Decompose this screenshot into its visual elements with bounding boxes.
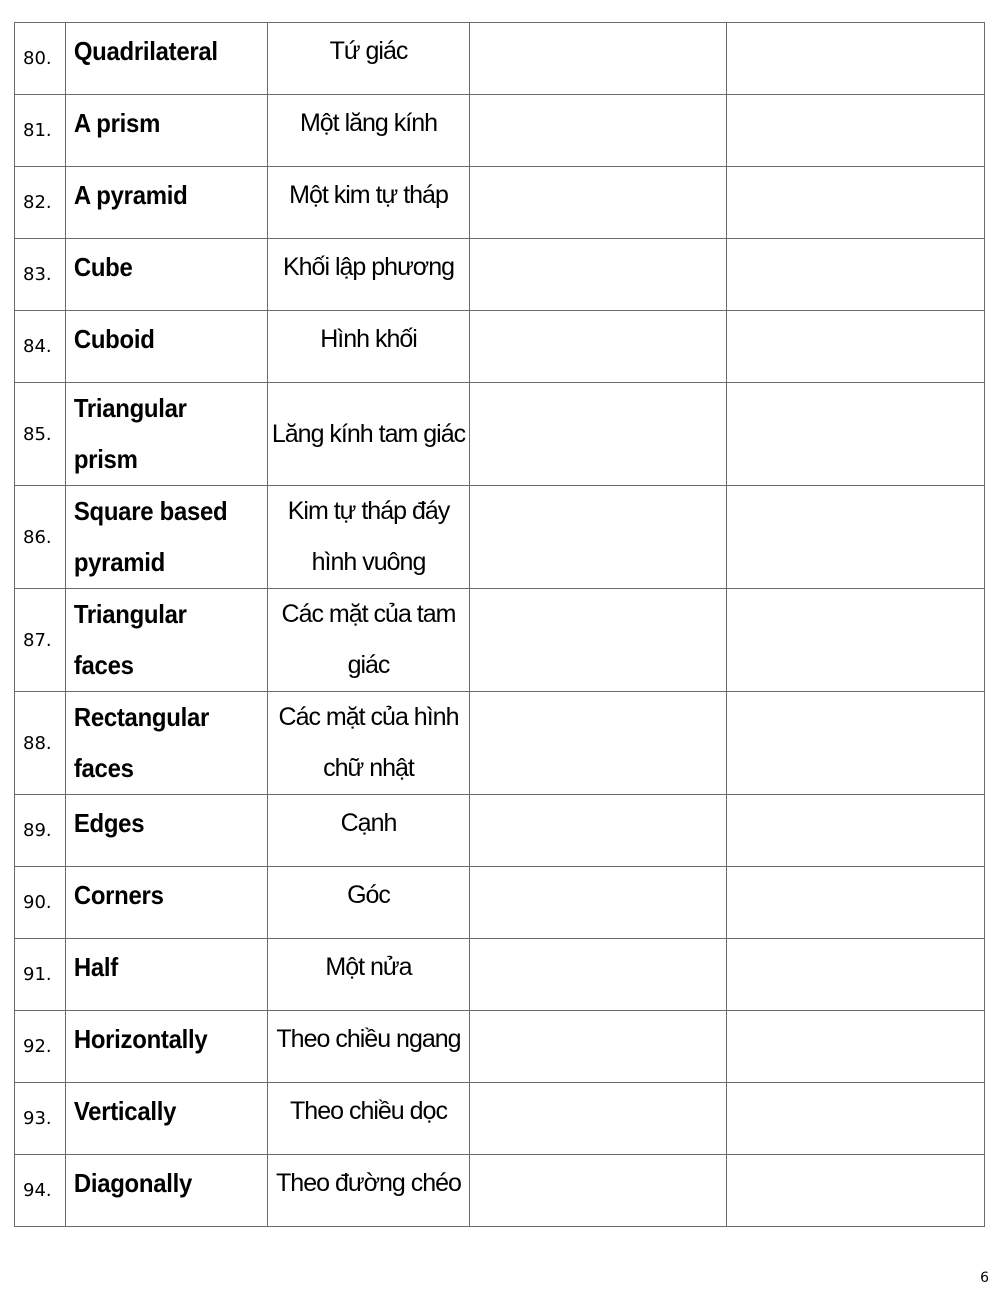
row-number: 88. (15, 692, 66, 795)
translation-cell (268, 95, 470, 167)
blank-cell (470, 486, 727, 589)
translation-text: Góc (347, 881, 390, 909)
blank-cell (727, 939, 985, 1011)
blank-cell (727, 589, 985, 692)
term-text: Square based pyramid (73, 496, 227, 577)
table-row (15, 692, 985, 795)
row-number: 85. (15, 383, 66, 486)
blank-cell (727, 692, 985, 795)
page-number: 6 (980, 1270, 989, 1286)
term-text: Cuboid (73, 324, 155, 354)
row-number: 91. (15, 939, 66, 1011)
translation-text: Một lăng kính (299, 109, 438, 137)
table-row (15, 95, 985, 167)
blank-cell (727, 95, 985, 167)
table-row (15, 486, 985, 589)
blank-cell (727, 239, 985, 311)
blank-cell (470, 383, 727, 486)
term-cell (66, 795, 252, 867)
translation-cell (268, 239, 470, 311)
term-cell (66, 1155, 252, 1227)
blank-cell (470, 867, 727, 939)
translation-cell (268, 167, 470, 239)
translation-cell (268, 795, 470, 867)
term-cell (66, 692, 252, 795)
translation-text: Một nửa (325, 953, 412, 981)
term-cell (66, 239, 252, 311)
blank-cell (727, 486, 985, 589)
blank-cell (470, 23, 727, 95)
translation-text: Theo chiều dọc (290, 1097, 447, 1125)
table-row (15, 167, 985, 239)
blank-cell (727, 23, 985, 95)
blank-cell (470, 1011, 727, 1083)
term-text: Edges (73, 808, 144, 838)
term-text: Half (73, 952, 118, 982)
row-number: 87. (15, 589, 66, 692)
translation-cell (268, 939, 470, 1011)
term-text: Triangular faces (73, 599, 187, 680)
translation-cell (268, 692, 470, 795)
translation-text: Các mặt của tam giác (281, 600, 456, 679)
table-row (15, 23, 985, 95)
blank-cell (470, 167, 727, 239)
term-text: Cube (73, 252, 133, 282)
translation-cell (268, 1011, 470, 1083)
table-row (15, 795, 985, 867)
translation-text: Một kim tự tháp (289, 181, 448, 209)
blank-cell (470, 939, 727, 1011)
table-row (15, 311, 985, 383)
translation-cell (268, 867, 470, 939)
blank-cell (470, 692, 727, 795)
term-cell (66, 486, 252, 589)
translation-cell (268, 1155, 470, 1227)
translation-text: Kim tự tháp đáy hình vuông (287, 497, 450, 576)
blank-cell (470, 795, 727, 867)
blank-cell (727, 311, 985, 383)
table-row (15, 1011, 985, 1083)
table-row (15, 867, 985, 939)
table-row (15, 589, 985, 692)
blank-cell (470, 95, 727, 167)
translation-text: Tứ giác (329, 37, 408, 65)
blank-cell (470, 1155, 727, 1227)
term-text: Rectangular faces (73, 702, 209, 783)
term-text: Vertically (73, 1096, 176, 1126)
translation-cell (268, 311, 470, 383)
translation-text: Cạnh (340, 809, 397, 837)
row-number: 93. (15, 1083, 66, 1155)
translation-cell (268, 23, 470, 95)
row-number: 82. (15, 167, 66, 239)
translation-text: Hình khối (320, 325, 417, 353)
term-cell (66, 589, 252, 692)
row-number: 90. (15, 867, 66, 939)
term-cell (66, 867, 252, 939)
table-row (15, 239, 985, 311)
row-number: 83. (15, 239, 66, 311)
translation-text: Khối lập phương (282, 253, 455, 281)
translation-text: Lăng kính tam giác (271, 419, 466, 448)
blank-cell (727, 867, 985, 939)
table-row (15, 383, 985, 486)
table-row (15, 1083, 985, 1155)
blank-cell (727, 795, 985, 867)
blank-cell (727, 1083, 985, 1155)
blank-cell (470, 589, 727, 692)
translation-cell (268, 589, 470, 692)
term-cell (66, 383, 252, 486)
term-cell (66, 23, 252, 95)
row-number: 94. (15, 1155, 66, 1227)
blank-cell (727, 1011, 985, 1083)
row-number: 81. (15, 95, 66, 167)
term-text: Diagonally (73, 1168, 192, 1198)
term-text: Horizontally (73, 1024, 207, 1054)
blank-cell (470, 311, 727, 383)
translation-cell (268, 1083, 470, 1155)
table-row (15, 939, 985, 1011)
term-cell (66, 167, 252, 239)
translation-cell (268, 383, 470, 486)
term-text: Quadrilateral (73, 36, 218, 66)
translation-text: Các mặt của hình chữ nhật (278, 703, 459, 782)
row-number: 92. (15, 1011, 66, 1083)
row-number: 84. (15, 311, 66, 383)
term-cell (66, 311, 252, 383)
blank-cell (470, 239, 727, 311)
blank-cell (470, 1083, 727, 1155)
translation-text: Theo chiều ngang (276, 1025, 461, 1053)
table-row (15, 1155, 985, 1227)
term-cell (66, 939, 252, 1011)
blank-cell (727, 1155, 985, 1227)
row-number: 89. (15, 795, 66, 867)
term-cell (66, 1083, 252, 1155)
row-number: 86. (15, 486, 66, 589)
blank-cell (727, 383, 985, 486)
vocabulary-table (14, 22, 985, 1227)
term-text: Triangular prism (73, 393, 187, 474)
row-number: 80. (15, 23, 66, 95)
term-text: A prism (73, 108, 160, 138)
term-text: A pyramid (73, 180, 187, 210)
term-cell (66, 95, 252, 167)
term-text: Corners (73, 880, 164, 910)
term-cell (66, 1011, 252, 1083)
blank-cell (727, 167, 985, 239)
translation-cell (268, 486, 470, 589)
translation-text: Theo đường chéo (276, 1169, 461, 1197)
